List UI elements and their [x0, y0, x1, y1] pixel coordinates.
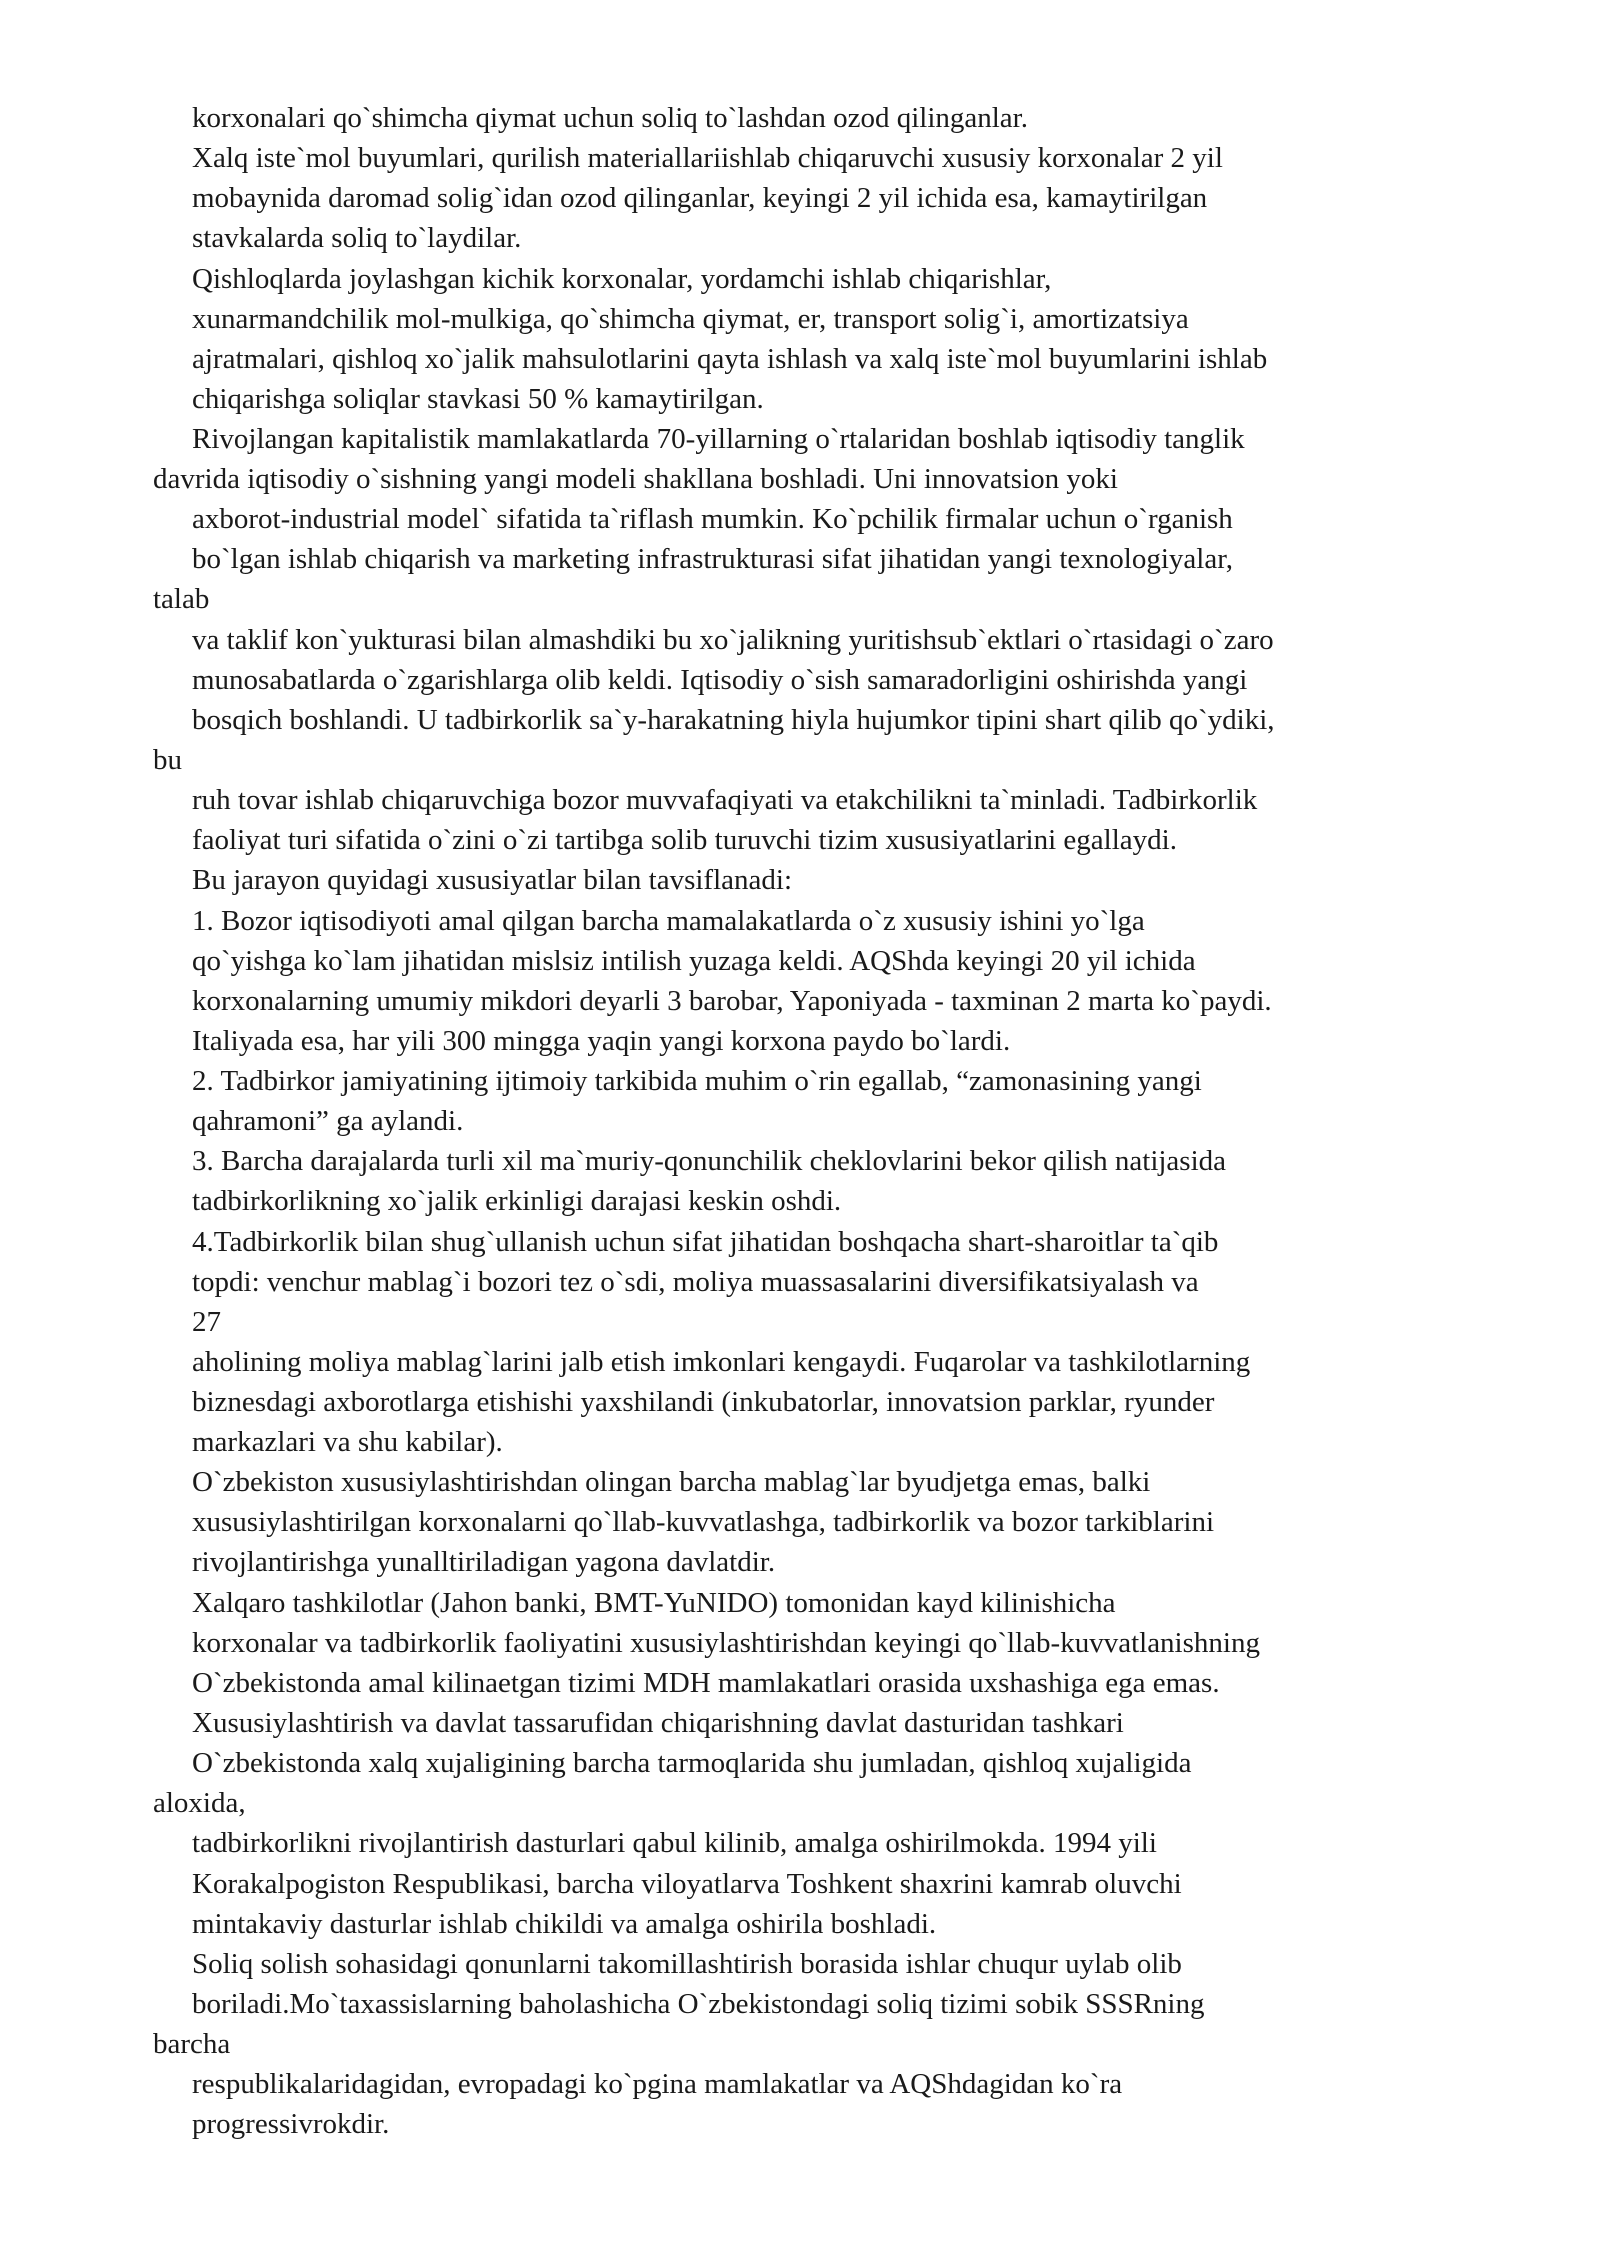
text-line: respublikalaridagidan, evropadagi ko`pgina mamlakatlar va AQShdagidan ko`ra — [192, 2068, 1123, 2100]
text-line: korxonalari qo`shimcha qiymat uchun soliq to`lashdan ozod qilinganlar. — [192, 102, 1028, 134]
text-line: Xalqaro tashkilotlar (Jahon banki, BMT-YuNIDO) tomonidan kayd kilinishicha — [192, 1587, 1116, 1619]
text-line: 3. Barcha darajalarda turli xil ma`muriy-qonunchilik cheklovlarini bekor qilish natijasida — [192, 1145, 1227, 1177]
text-line: 1. Bozor iqtisodiyoti amal qilgan barcha mamalakatlarda o`z xususiy ishini yo`lga — [192, 905, 1145, 937]
text-line: Bu jarayon quyidagi xususiyatlar bilan tavsiflanadi: — [192, 864, 793, 896]
text-line: rivojlantirishga yunalltiriladigan yagona davlatdir. — [192, 1546, 776, 1578]
text-line: tadbirkorlikni rivojlantirish dasturlari qabul kilinib, amalga oshirilmokda. 1994 yili — [192, 1827, 1157, 1859]
text-line: bu — [153, 744, 182, 776]
text-line: O`zbekiston xususiylashtirishdan olingan barcha mablag`lar byudjetga emas, balki — [192, 1466, 1151, 1498]
page-number: 27 — [192, 1306, 221, 1338]
text-line: bo`lgan ishlab chiqarish va marketing infrastrukturasi sifat jihatidan yangi texnologiyalar, — [192, 543, 1233, 575]
text-line: topdi: venchur mablag`i bozori tez o`sdi, moliya muassasalarini diversifikatsiyalash va — [192, 1266, 1199, 1298]
text-line: aloxida, — [153, 1787, 246, 1819]
text-line: mobaynida daromad solig`idan ozod qilinganlar, keyingi 2 yil ichida esa, kamaytirilgan — [192, 182, 1208, 214]
text-line: talab — [153, 583, 210, 615]
text-line: mintakaviy dasturlar ishlab chikildi va amalga oshirila boshladi. — [192, 1908, 937, 1940]
text-line: markazlari va shu kabilar). — [192, 1426, 503, 1458]
text-line: korxonalarning umumiy mikdori deyarli 3 barobar, Yaponiyada - taxminan 2 marta ko`paydi. — [192, 985, 1272, 1017]
text-line: progressivrokdir. — [192, 2108, 390, 2140]
text-line: axborot-industrial model` sifatida ta`riflash mumkin. Ko`pchilik firmalar uchun o`rganish — [192, 503, 1233, 535]
text-line: barcha — [153, 2028, 231, 2060]
text-line: Rivojlangan kapitalistik mamlakatlarda 70-yillarning o`rtalaridan boshlab iqtisodiy tanglik — [192, 423, 1245, 455]
text-line: ajratmalari, qishloq xo`jalik mahsulotlarini qayta ishlash va xalq iste`mol buyumlarini ishlab — [192, 343, 1268, 375]
text-line: Soliq solish sohasidagi qonunlarni takomillashtirish borasida ishlar chuqur uylab olib — [192, 1948, 1182, 1980]
text-line: 2. Tadbirkor jamiyatining ijtimoiy tarkibida muhim o`rin egallab, “zamonasining yangi — [192, 1065, 1202, 1097]
text-line: qo`yishga ko`lam jihatidan mislsiz intilish yuzaga keldi. AQShda keyingi 20 yil ichida — [192, 945, 1196, 977]
text-line: Qishloqlarda joylashgan kichik korxonalar, yordamchi ishlab chiqarishlar, — [192, 263, 1052, 295]
text-line: qahramoni” ga aylandi. — [192, 1105, 464, 1137]
text-line: aholining moliya mablag`larini jalb etish imkonlari kengaydi. Fuqarolar va tashkilotlarning — [192, 1346, 1251, 1378]
text-line: stavkalarda soliq to`laydilar. — [192, 222, 522, 254]
text-line: Xususiylashtirish va davlat tassarufidan chiqarishning davlat dasturidan tashkari — [192, 1707, 1124, 1739]
text-line: faoliyat turi sifatida o`zini o`zi tartibga solib turuvchi tizim xususiyatlarini egallaydi. — [192, 824, 1177, 856]
text-line: ruh tovar ishlab chiqaruvchiga bozor muvvafaqiyati va etakchilikni ta`minladi. Tadbirkorlik — [192, 784, 1258, 816]
text-line: va taklif kon`yukturasi bilan almashdiki bu xo`jalikning yuritishsub`ektlari o`rtasidagi o`zaro — [192, 624, 1274, 656]
text-line: korxonalar va tadbirkorlik faoliyatini xususiylashtirishdan keyingi qo`llab-kuvvatlanishning — [192, 1627, 1260, 1659]
text-line: biznesdagi axborotlarga etishishi yaxshilandi (inkubatorlar, innovatsion parklar, ryunder — [192, 1386, 1215, 1418]
text-line: Xalq iste`mol buyumlari, qurilish materiallariishlab chiqaruvchi xususiy korxonalar 2 yil — [192, 142, 1223, 174]
text-line: tadbirkorlikning xo`jalik erkinligi darajasi keskin oshdi. — [192, 1185, 842, 1217]
text-line: O`zbekistonda amal kilinaetgan tizimi MDH mamlakatlari orasida uxshashiga ega emas. — [192, 1667, 1220, 1699]
text-line: Korakalpogiston Respublikasi, barcha viloyatlarva Toshkent shaxrini kamrab oluvchi — [192, 1868, 1182, 1900]
text-line: munosabatlarda o`zgarishlarga olib keldi. Iqtisodiy o`sish samaradorligini oshirishda yangi — [192, 664, 1248, 696]
text-line: xususiylashtirilgan korxonalarni qo`llab-kuvvatlashga, tadbirkorlik va bozor tarkiblarini — [192, 1506, 1214, 1538]
text-line: xunarmandchilik mol-mulkiga, qo`shimcha qiymat, er, transport solig`i, amortizatsiya — [192, 303, 1189, 335]
text-line: 4.Tadbirkorlik bilan shug`ullanish uchun sifat jihatidan boshqacha shart-sharoitlar ta`qib — [192, 1226, 1219, 1258]
text-line: davrida iqtisodiy o`sishning yangi modeli shakllana boshladi. Uni innovatsion yoki — [153, 463, 1118, 495]
text-line: chiqarishga soliqlar stavkasi 50 % kamaytirilgan. — [192, 383, 764, 415]
text-line: Italiyada esa, har yili 300 mingga yaqin yangi korxona paydo bo`lardi. — [192, 1025, 1011, 1057]
text-line: bosqich boshlandi. U tadbirkorlik sa`y-harakatning hiyla hujumkor tipini shart qilib qo`ydiki, — [192, 704, 1275, 736]
text-line: O`zbekistonda xalq xujaligining barcha tarmoqlarida shu jumladan, qishloq xujaligida — [192, 1747, 1192, 1779]
text-line: boriladi.Mo`taxassislarning baholashicha O`zbekistondagi soliq tizimi sobik SSSRning — [192, 1988, 1205, 2020]
